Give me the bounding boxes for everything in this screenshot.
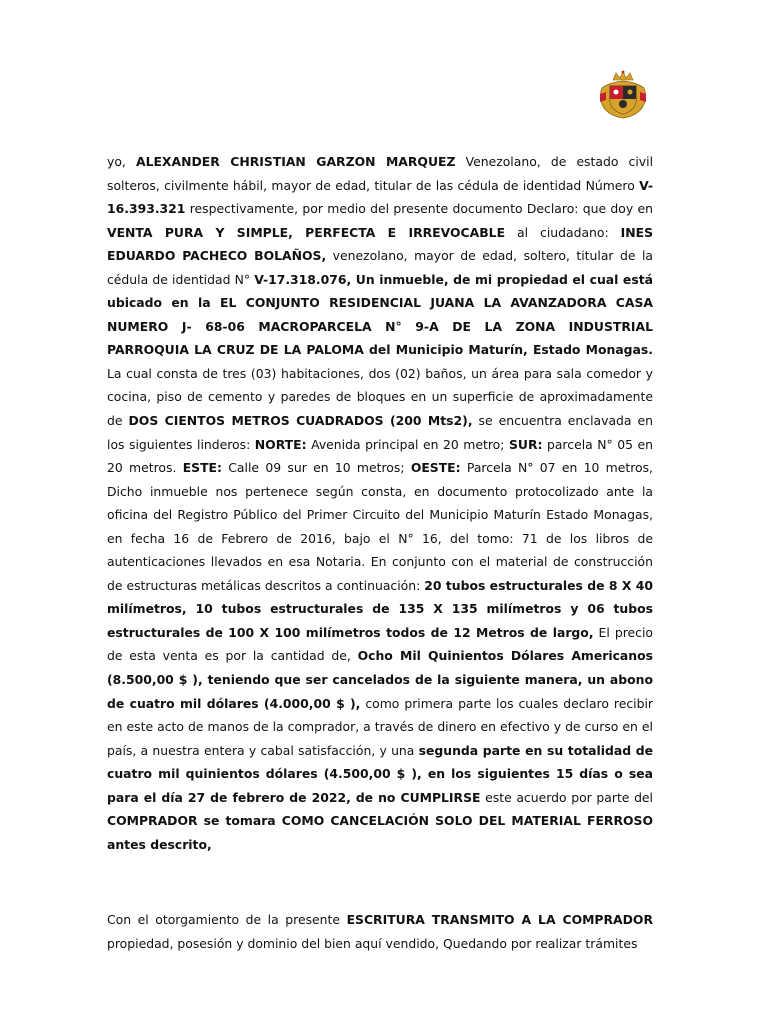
- text-run: al ciudadano:: [505, 224, 621, 240]
- bold-text-run: segunda parte en su totalidad de cuatro mil quinientos dólares (4.500,00 $ ), en los siguientes 15 días o sea para el día 27 de febrero de 2022, de no CUMPLIRSE: [107, 742, 653, 805]
- bold-text-run: ALEXANDER CHRISTIAN GARZON MARQUEZ: [135, 154, 456, 169]
- bold-text-run: V-17.318.076, Un inmueble, de mi propiedad el cual está ubicado en la EL CONJUNTO RESIDENCIAL JUANA LA AVANZADORA CASA NUMERO J- 68-06 MACROPARCELA N° 9-A DE LA ZONA INDUSTRIAL PARROQUIA LA CRUZ DE LA PALOMA del Municipio Maturín, Estado Monagas.: [107, 271, 653, 358]
- text-run: Avenida principal en 20 metro;: [306, 436, 509, 452]
- text-run: se encuentra enclavada en los siguientes linderos:: [107, 413, 653, 452]
- text-run: venezolano, mayor de edad, soltero, titular de la cédula de identidad N°: [107, 248, 653, 287]
- text-run: respectivamente, por medio del presente documento Declaro: que doy en: [185, 201, 653, 217]
- bold-text-run: COMPRADOR se tomara COMO CANCELACIÓN SOLO DEL MATERIAL FERROSO antes descrito,: [107, 813, 653, 852]
- bold-text-run: OESTE:: [410, 460, 461, 476]
- text-run: Parcela N° 07 en 10 metros, Dicho inmueble nos pertenece según consta, en documento protocolizado ante la oficina del Registro Público del Primer Circuito del Municipio Maturín Estado Monagas, en fecha 16 de Febrero de 2016, bajo el N° 16, del tomo: 71 de los libros de autenticaciones llevados en esa Notaria. En conjunto con el material de construcción de estructuras metálicas descritos a continuación:: [107, 460, 654, 593]
- text-run: La cual consta de tres (03) habitaciones, dos (02) baños, un área para sala comedor y cocina, piso de cemento y paredes de bloques en un superficie de aproximadamente de: [107, 365, 653, 429]
- bold-text-run: ESTE:: [182, 460, 222, 476]
- text-run: El precio de esta venta es por la cantidad de,: [107, 624, 654, 664]
- text-run: este acuerdo por parte del: [480, 789, 654, 805]
- bold-text-run: SUR:: [508, 436, 543, 452]
- bold-text-run: ESCRITURA TRANSMITO A LA COMPRADOR: [346, 912, 653, 927]
- bold-text-run: INES EDUARDO PACHECO BOLAÑOS,: [107, 224, 654, 264]
- text-run: Con el otorgamiento de la presente: [107, 912, 347, 927]
- text-run: como primera parte los cuales declaro recibir en este acto de manos de la comprador, a través de dinero en efectivo y de curso en el país, a nuestra entera y cabal satisfacción, y una: [107, 695, 654, 758]
- bold-text-run: VENTA PURA Y SIMPLE, PERFECTA E IRREVOCABLE: [107, 224, 506, 240]
- document-paragraph-sale-declaration: [107, 150, 653, 856]
- bold-text-run: 20 tubos estructurales de 8 X 40 milímetros, 10 tubos estructurales de 135 X 135 milímetros y 06 tubos estructurales de 100 X 100 milímetros todos de 12 Metros de largo,: [107, 577, 653, 640]
- document-paragraph-transfer: [107, 908, 653, 955]
- bold-text-run: DOS CIENTOS METROS CUADRADOS (200 Mts2),: [128, 413, 473, 429]
- bold-text-run: Ocho Mil Quinientos Dólares Americanos (8.500,00 $ ), teniendo que ser cancelados de la siguiente manera, un abono de cuatro mil dólares (4.000,00 $ ),: [107, 648, 653, 711]
- text-run: Calle 09 sur en 10 metros;: [221, 460, 411, 476]
- coat-of-arms-icon: [596, 70, 650, 120]
- text-run: parcela N° 05 en 20 metros.: [107, 436, 654, 476]
- text-run: yo,: [107, 154, 136, 169]
- text-run: propiedad, posesión y dominio del bien aquí vendido, Quedando por realizar trámites: [107, 935, 638, 951]
- text-run: Venezolano, de estado civil solteros, civilmente hábil, mayor de edad, titular de las cédula de identidad Número: [107, 154, 654, 193]
- bold-text-run: NORTE:: [254, 436, 307, 452]
- bold-text-run: V-16.393.321: [107, 177, 653, 217]
